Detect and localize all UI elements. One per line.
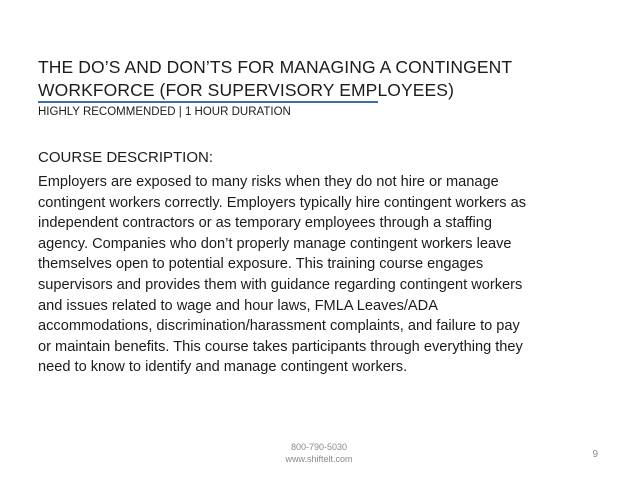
description-line: accommodations, discrimination/harassment complaints, and failure to pay: [38, 318, 520, 335]
description-line: need to know to identify and manage contingent workers.: [38, 359, 408, 376]
course-description-heading: COURSE DESCRIPTION:: [38, 149, 214, 166]
description-line: and issues related to wage and hour laws, FMLA Leaves/ADA: [38, 297, 438, 314]
description-line: supervisors and provides them with guidance regarding contingent workers: [38, 276, 523, 293]
description-line: contingent workers correctly. Employers typically hire contingent workers as: [38, 194, 526, 211]
footer-website: www.shiftelt.com: [285, 454, 353, 464]
page-number: 9: [592, 449, 598, 460]
course-subtitle: HIGHLY RECOMMENDED | 1 HOUR DURATION: [38, 106, 291, 118]
description-line: or maintain benefits. This course takes participants through everything they: [38, 338, 523, 355]
footer-contact: [0, 441, 638, 465]
description-line: themselves open to potential exposure. This training course engages: [38, 256, 484, 273]
title-underline: [38, 101, 378, 103]
description-line: independent contractors or as temporary employees through a staffing: [38, 215, 493, 232]
slide-title: [38, 56, 598, 102]
description-line: agency. Companies who don’t properly manage contingent workers leave: [38, 235, 512, 252]
footer-phone: 800-790-5030: [290, 442, 348, 452]
course-description: [38, 172, 598, 378]
title-line: WORKFORCE (FOR SUPERVISORY EMPLOYEES): [38, 80, 455, 100]
title-line: THE DO’S AND DON’TS FOR MANAGING A CONTINGENT: [38, 57, 513, 77]
description-line: Employers are exposed to many risks when they do not hire or manage: [38, 174, 499, 190]
